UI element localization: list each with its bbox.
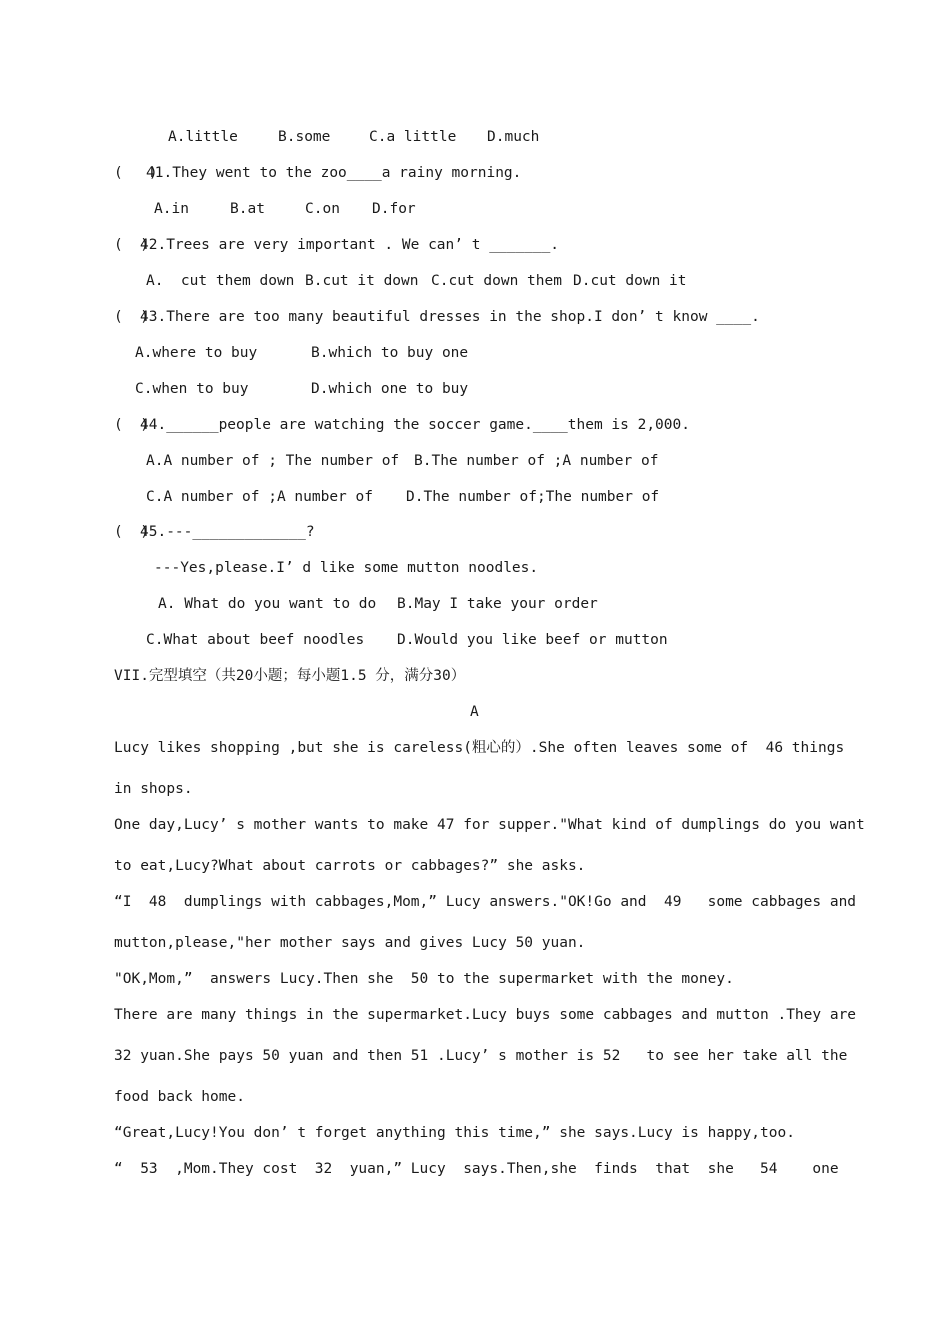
q44-stem: 44.______people are watching the soccer game.____them is 2,000.: [140, 417, 690, 433]
q42-option-a: A. cut them down: [146, 273, 295, 289]
q43-option-c: C.when to buy: [135, 381, 249, 397]
passage-line: "OK,Mom,” answers Lucy.Then she 50 to the supermarket with the money.: [114, 971, 734, 987]
q40-option-b: B.some: [278, 129, 331, 145]
passage-line: to eat,Lucy?What about carrots or cabbages?” she asks.: [114, 858, 586, 874]
q44-option-d: D.The number of;The number of: [406, 489, 660, 505]
q42-stem: 42.Trees are very important . We can’ t _______.: [140, 237, 560, 253]
passage-line: Lucy likes shopping ,but she is careless(粗心的）.She often leaves some of 46 things: [114, 740, 845, 756]
q41-stem: 41.They went to the zoo____a rainy morning.: [146, 165, 522, 181]
passage-line: “I 48 dumplings with cabbages,Mom,” Lucy answers."OK!Go and 49 some cabbages and: [114, 894, 857, 910]
q43-option-d: D.which one to buy: [311, 381, 469, 397]
q42-option-d: D.cut down it: [573, 273, 687, 289]
q41-option-c: C.on: [305, 201, 340, 217]
q45-option-a: A. What do you want to do: [158, 596, 377, 612]
q45-option-d: D.Would you like beef or mutton: [397, 632, 668, 648]
q44-paren: ( ): [114, 417, 149, 433]
section-heading: VII.完型填空（共20小题；每小题1.5 分，满分30）: [114, 668, 466, 684]
q44-option-c: C.A number of ;A number of: [146, 489, 373, 505]
passage-line: “ 53 ,Mom.They cost 32 yuan,” Lucy says.Then,she finds that she 54 one: [114, 1161, 839, 1177]
q43-paren: ( ): [114, 309, 149, 325]
q44-option-b: B.The number of ;A number of: [414, 453, 659, 469]
q45-option-b: B.May I take your order: [397, 596, 598, 612]
q45-reply: ---Yes,please.I’ d like some mutton noodles.: [154, 560, 539, 576]
q40-option-a: A.little: [168, 129, 238, 145]
passage-line: There are many things in the supermarket.Lucy buys some cabbages and mutton .They are: [114, 1007, 857, 1023]
q40-option-c: C.a little: [369, 129, 457, 145]
passage-line: 32 yuan.She pays 50 yuan and then 51 .Lucy’ s mother is 52 to see her take all the: [114, 1048, 848, 1064]
q45-option-c: C.What about beef noodles: [146, 632, 365, 648]
passage-line: food back home.: [114, 1089, 245, 1105]
q42-paren: ( ): [114, 237, 149, 253]
passage-line: “Great,Lucy!You don’ t forget anything this time,” she says.Lucy is happy,too.: [114, 1125, 795, 1141]
passage-line: mutton,please,"her mother says and gives Lucy 50 yuan.: [114, 935, 586, 951]
q41-option-b: B.at: [230, 201, 265, 217]
q42-option-c: C.cut down them: [431, 273, 562, 289]
q43-stem: 43.There are too many beautiful dresses in the shop.I don’ t know ____.: [140, 309, 760, 325]
q40-option-d: D.much: [487, 129, 540, 145]
q45-paren: ( ): [114, 524, 149, 540]
q43-option-b: B.which to buy one: [311, 345, 469, 361]
q45-stem: 45.---_____________?: [140, 524, 315, 540]
q41-option-a: A.in: [154, 201, 189, 217]
passage-line: in shops.: [114, 781, 193, 797]
q41-option-d: D.for: [372, 201, 416, 217]
q44-option-a: A.A number of ; The number of: [146, 453, 400, 469]
passage-label: A: [470, 704, 479, 720]
q41-paren: ( ): [114, 165, 158, 181]
q43-option-a: A.where to buy: [135, 345, 258, 361]
q42-option-b: B.cut it down: [305, 273, 419, 289]
passage-line: One day,Lucy’ s mother wants to make 47 for supper."What kind of dumplings do you want: [114, 817, 865, 833]
